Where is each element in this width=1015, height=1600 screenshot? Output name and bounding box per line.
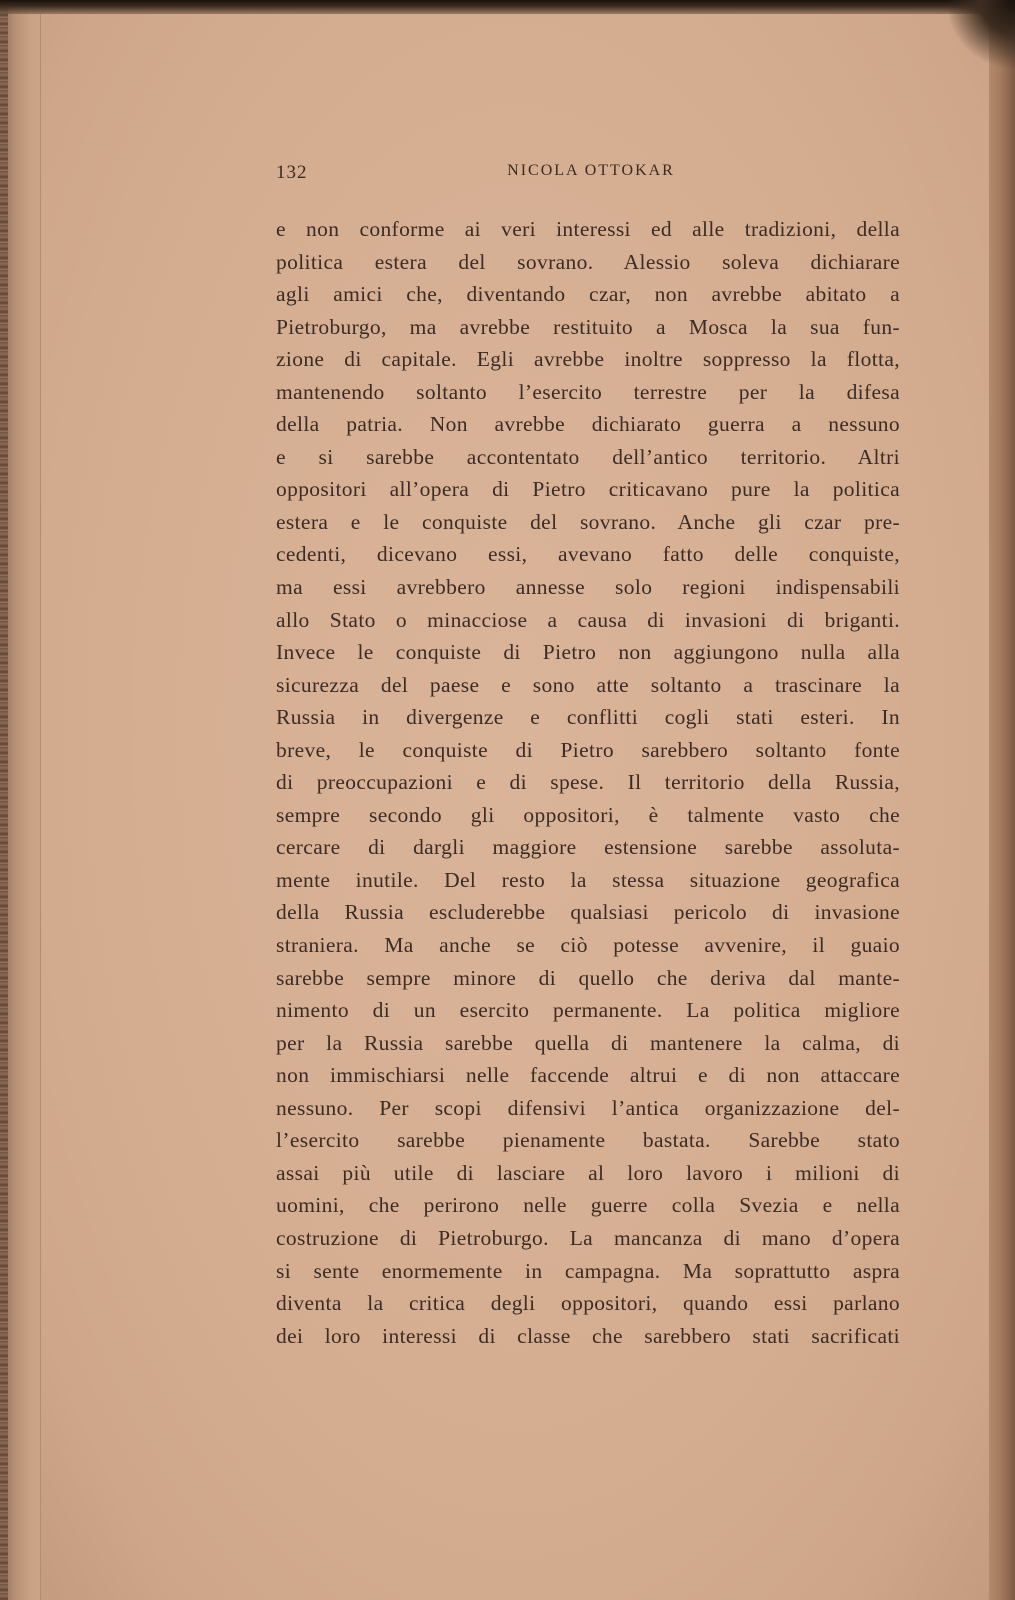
text-line: assai più utile di lasciare al loro lavoro i milioni di (276, 1160, 900, 1185)
text-line: estera e le conquiste del sovrano. Anche gli czar pre- (276, 509, 900, 534)
text-line: uomini, che perirono nelle guerre colla Svezia e nella (276, 1193, 900, 1218)
text-line: Pietroburgo, ma avrebbe restituito a Mosca la sua fun- (276, 314, 900, 339)
text-line: straniera. Ma anche se ciò potesse avvenire, il guaio (276, 933, 900, 958)
page-header (276, 160, 906, 190)
page-number: 132 (276, 162, 308, 183)
text-line: cercare di dargli maggiore estensione sarebbe assoluta- (276, 835, 900, 860)
text-line: mantenendo soltanto l’esercito terrestre per la difesa (276, 379, 900, 404)
text-line: nessuno. Per scopi difensivi l’antica organizzazione del- (276, 1095, 900, 1120)
book-binding-edge (0, 0, 8, 1600)
text-line: si sente enormemente in campagna. Ma soprattutto aspra (276, 1258, 900, 1283)
text-line: mente inutile. Del resto la stessa situazione geografica (276, 867, 900, 892)
running-head: NICOLA OTTOKAR (507, 162, 675, 179)
text-line: sempre secondo gli oppositori, è talmente vasto che (276, 802, 900, 827)
text-line: zione di capitale. Egli avrebbe inoltre soppresso la flotta, (276, 347, 900, 372)
text-line: della patria. Non avrebbe dichiarato guerra a nessuno (276, 412, 900, 437)
text-line: costruzione di Pietroburgo. La mancanza di mano d’opera (276, 1225, 900, 1250)
text-line: l’esercito sarebbe pienamente bastata. Sarebbe stato (276, 1128, 900, 1153)
text-line: di preoccupazioni e di spese. Il territorio della Russia, (276, 770, 900, 795)
text-line: politica estera del sovrano. Alessio soleva dichiarare (276, 249, 900, 274)
text-line: cedenti, dicevano essi, avevano fatto delle conquiste, (276, 542, 900, 567)
text-line: nimento di un esercito permanente. La politica migliore (276, 998, 900, 1023)
page-top-shadow (0, 0, 1015, 14)
text-line: della Russia escluderebbe qualsiasi pericolo di invasione (276, 900, 900, 925)
text-line: e non conforme ai veri interessi ed alle tradizioni, della (276, 217, 900, 241)
text-line: oppositori all’opera di Pietro criticavano pure la politica (276, 477, 900, 502)
text-line: dei loro interessi di classe che sarebbero stati sacrificati (276, 1323, 900, 1348)
text-line: ma essi avrebbero annesse solo regioni indispensabili (276, 575, 900, 600)
text-line: non immischiarsi nelle faccende altrui e di non attaccare (276, 1063, 900, 1088)
page-corner-fold (945, 0, 1015, 70)
text-line: sarebbe sempre minore di quello che deriva dal mante- (276, 965, 900, 990)
text-line: sicurezza del paese e sono atte soltanto a trascinare la (276, 672, 900, 697)
text-line: diventa la critica degli oppositori, quando essi parlano (276, 1291, 900, 1316)
text-line: agli amici che, diventando czar, non avrebbe abitato a (276, 282, 900, 307)
body-text (276, 213, 900, 1352)
text-line: Russia in divergenze e conflitti cogli stati esteri. In (276, 705, 900, 730)
text-line: per la Russia sarebbe quella di mantenere la calma, di (276, 1030, 900, 1055)
text-line: e si sarebbe accontentato dell’antico territorio. Altri (276, 444, 900, 469)
text-line: Invece le conquiste di Pietro non aggiungono nulla alla (276, 640, 900, 665)
text-line: breve, le conquiste di Pietro sarebbero soltanto fonte (276, 737, 900, 762)
text-line: allo Stato o minacciose a causa di invasioni di briganti. (276, 607, 900, 632)
